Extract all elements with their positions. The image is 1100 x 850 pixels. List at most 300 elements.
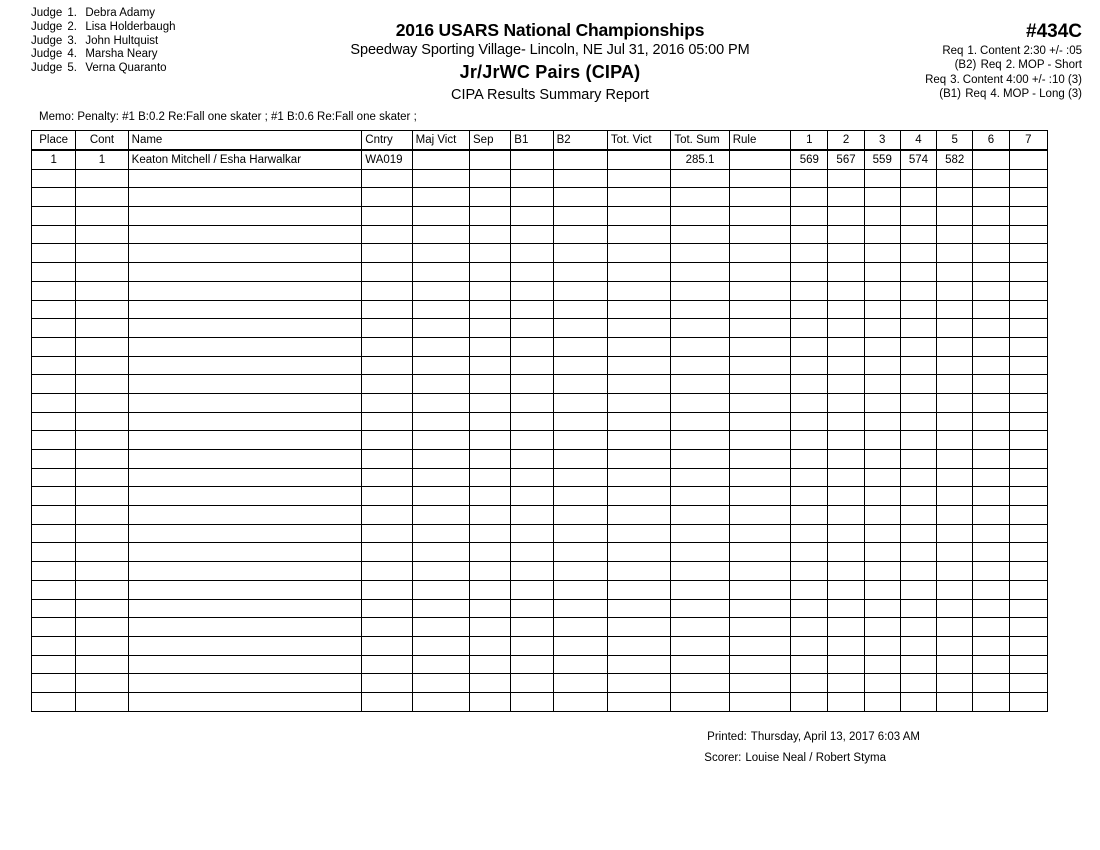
table-row-empty[interactable] bbox=[32, 468, 1048, 487]
cell-rule bbox=[729, 655, 790, 674]
table-row-empty[interactable] bbox=[32, 599, 1048, 618]
cell-j6 bbox=[973, 356, 1009, 375]
cell-b2 bbox=[553, 244, 607, 263]
cell-name bbox=[128, 188, 362, 207]
cell-b2 bbox=[553, 450, 607, 469]
cell-cntry bbox=[362, 169, 412, 188]
cell-j7 bbox=[1009, 281, 1047, 300]
cell-name bbox=[128, 244, 362, 263]
cell-j1 bbox=[791, 393, 828, 412]
cell-maj_vict bbox=[412, 636, 469, 655]
cell-j6 bbox=[973, 319, 1009, 338]
cell-tot_vict bbox=[607, 580, 670, 599]
cell-cntry bbox=[362, 524, 412, 543]
column-header-tot_sum: Tot. Sum bbox=[671, 131, 729, 151]
cell-b1 bbox=[511, 543, 553, 562]
cell-b2 bbox=[553, 655, 607, 674]
cell-j2 bbox=[828, 674, 864, 693]
cell-cntry bbox=[362, 468, 412, 487]
cell-maj_vict bbox=[412, 412, 469, 431]
cell-b1 bbox=[511, 169, 553, 188]
cell-place bbox=[32, 337, 76, 356]
table-row-empty[interactable] bbox=[32, 225, 1048, 244]
cell-sep bbox=[470, 618, 511, 637]
cell-j5 bbox=[937, 244, 973, 263]
cell-j3 bbox=[864, 263, 900, 282]
cell-cntry bbox=[362, 263, 412, 282]
cell-place bbox=[32, 692, 76, 711]
cell-tot_vict bbox=[607, 207, 670, 226]
printed-value: Thursday, April 13, 2017 6:03 AM bbox=[750, 731, 920, 743]
cell-j6 bbox=[973, 692, 1009, 711]
table-row-empty[interactable] bbox=[32, 169, 1048, 188]
cell-sep bbox=[470, 207, 511, 226]
cell-j1 bbox=[791, 356, 828, 375]
cell-cont bbox=[76, 244, 128, 263]
cell-rule bbox=[729, 674, 790, 693]
cell-j3 bbox=[864, 543, 900, 562]
cell-cntry bbox=[362, 412, 412, 431]
cell-b1 bbox=[511, 150, 553, 169]
cell-cont bbox=[76, 412, 128, 431]
cell-j7 bbox=[1009, 618, 1047, 637]
cell-j7 bbox=[1009, 375, 1047, 394]
cell-j4 bbox=[900, 412, 936, 431]
cell-j1 bbox=[791, 636, 828, 655]
table-row-empty[interactable] bbox=[32, 450, 1048, 469]
cell-maj_vict bbox=[412, 337, 469, 356]
cell-maj_vict bbox=[412, 300, 469, 319]
cell-j4 bbox=[900, 263, 936, 282]
cell-j4 bbox=[900, 281, 936, 300]
requirement-label: Req bbox=[965, 88, 987, 101]
cell-j5 bbox=[937, 674, 973, 693]
cell-maj_vict bbox=[412, 543, 469, 562]
cell-j2 bbox=[828, 618, 864, 637]
cell-j7 bbox=[1009, 692, 1047, 711]
requirement-number: 2. bbox=[1005, 59, 1016, 72]
cell-b1 bbox=[511, 281, 553, 300]
cell-rule bbox=[729, 281, 790, 300]
cell-j2 bbox=[828, 636, 864, 655]
cell-sep bbox=[470, 263, 511, 282]
cell-b1 bbox=[511, 244, 553, 263]
cell-sep bbox=[470, 412, 511, 431]
memo-line: Memo: Penalty: #1 B:0.2 Re:Fall one skater ; #1 B:0.6 Re:Fall one skater ; bbox=[39, 111, 417, 123]
table-row-empty[interactable] bbox=[32, 580, 1048, 599]
cell-j1 bbox=[791, 188, 828, 207]
cell-maj_vict bbox=[412, 674, 469, 693]
cell-j4 bbox=[900, 487, 936, 506]
cell-j4 bbox=[900, 599, 936, 618]
table-row-empty[interactable] bbox=[32, 412, 1048, 431]
cell-j4 bbox=[900, 506, 936, 525]
cell-j4 bbox=[900, 337, 936, 356]
judge-name: John Hultquist bbox=[85, 34, 159, 47]
cell-tot_vict bbox=[607, 412, 670, 431]
cell-tot_vict bbox=[607, 319, 670, 338]
cell-j6 bbox=[973, 150, 1009, 169]
cell-j2 bbox=[828, 599, 864, 618]
cell-rule bbox=[729, 562, 790, 581]
cell-name bbox=[128, 636, 362, 655]
cell-j7 bbox=[1009, 225, 1047, 244]
requirement-text: MOP - Long (3) bbox=[1002, 88, 1082, 101]
cell-b1 bbox=[511, 580, 553, 599]
cell-j3 bbox=[864, 599, 900, 618]
cell-j6 bbox=[973, 207, 1009, 226]
cell-j2 bbox=[828, 188, 864, 207]
table-row-empty[interactable] bbox=[32, 244, 1048, 263]
cell-name bbox=[128, 580, 362, 599]
cell-j7 bbox=[1009, 468, 1047, 487]
table-row-empty[interactable] bbox=[32, 487, 1048, 506]
cell-maj_vict bbox=[412, 207, 469, 226]
cell-place bbox=[32, 412, 76, 431]
cell-j1 bbox=[791, 375, 828, 394]
table-row-empty[interactable] bbox=[32, 524, 1048, 543]
cell-sep bbox=[470, 281, 511, 300]
column-header-sep: Sep bbox=[470, 131, 511, 151]
cell-sep bbox=[470, 300, 511, 319]
cell-j4 bbox=[900, 319, 936, 338]
cell-b1 bbox=[511, 562, 553, 581]
table-row-empty[interactable] bbox=[32, 562, 1048, 581]
cell-j5 bbox=[937, 431, 973, 450]
cell-j1 bbox=[791, 506, 828, 525]
cell-j6 bbox=[973, 225, 1009, 244]
cell-tot_vict bbox=[607, 450, 670, 469]
cell-name bbox=[128, 207, 362, 226]
cell-place bbox=[32, 524, 76, 543]
cell-place bbox=[32, 618, 76, 637]
table-row-empty[interactable] bbox=[32, 337, 1048, 356]
printed-line bbox=[0, 727, 1043, 748]
cell-tot_sum bbox=[671, 487, 729, 506]
cell-sep bbox=[470, 337, 511, 356]
cell-j1 bbox=[791, 300, 828, 319]
cell-j3 bbox=[864, 692, 900, 711]
cell-cont bbox=[76, 655, 128, 674]
cell-j7 bbox=[1009, 674, 1047, 693]
judge-number: 2. bbox=[67, 20, 77, 33]
cell-j2 bbox=[828, 487, 864, 506]
cell-tot_vict bbox=[607, 263, 670, 282]
cell-tot_vict bbox=[607, 468, 670, 487]
table-row-empty[interactable] bbox=[32, 207, 1048, 226]
cell-sep bbox=[470, 150, 511, 169]
cell-j3 bbox=[864, 393, 900, 412]
cell-tot_sum bbox=[671, 524, 729, 543]
cell-maj_vict bbox=[412, 431, 469, 450]
judge-row bbox=[31, 7, 176, 21]
requirement-label: Req bbox=[925, 73, 947, 86]
cell-j4 bbox=[900, 580, 936, 599]
cell-tot_sum: 285.1 bbox=[671, 150, 729, 169]
cell-rule bbox=[729, 207, 790, 226]
column-header-j3: 3 bbox=[864, 131, 900, 151]
cell-j7 bbox=[1009, 300, 1047, 319]
cell-j1 bbox=[791, 599, 828, 618]
cell-cntry bbox=[362, 562, 412, 581]
cell-j7 bbox=[1009, 337, 1047, 356]
requirements-panel bbox=[899, 21, 1082, 102]
cell-j7 bbox=[1009, 356, 1047, 375]
cell-maj_vict bbox=[412, 225, 469, 244]
requirements-list bbox=[899, 44, 1082, 102]
cell-rule bbox=[729, 169, 790, 188]
cell-j1 bbox=[791, 618, 828, 637]
cell-cont bbox=[76, 543, 128, 562]
cell-tot_sum bbox=[671, 337, 729, 356]
cell-j3 bbox=[864, 337, 900, 356]
cell-cntry bbox=[362, 375, 412, 394]
cell-tot_sum bbox=[671, 319, 729, 338]
cell-j4: 574 bbox=[900, 150, 936, 169]
cell-cont bbox=[76, 375, 128, 394]
cell-b2 bbox=[553, 580, 607, 599]
cell-sep bbox=[470, 580, 511, 599]
judge-label: Judge bbox=[31, 62, 63, 75]
table-row-empty[interactable] bbox=[32, 375, 1048, 394]
cell-name bbox=[128, 319, 362, 338]
cell-tot_vict bbox=[607, 169, 670, 188]
cell-sep bbox=[470, 468, 511, 487]
cell-tot_sum bbox=[671, 580, 729, 599]
cell-j3 bbox=[864, 207, 900, 226]
cell-rule bbox=[729, 337, 790, 356]
cell-j2 bbox=[828, 524, 864, 543]
cell-j7 bbox=[1009, 580, 1047, 599]
cell-tot_sum bbox=[671, 244, 729, 263]
cell-cont bbox=[76, 263, 128, 282]
cell-name bbox=[128, 543, 362, 562]
cell-maj_vict bbox=[412, 618, 469, 637]
cell-rule bbox=[729, 150, 790, 169]
cell-place bbox=[32, 244, 76, 263]
cell-maj_vict bbox=[412, 655, 469, 674]
cell-tot_vict bbox=[607, 618, 670, 637]
cell-j5 bbox=[937, 599, 973, 618]
table-row-empty[interactable] bbox=[32, 543, 1048, 562]
cell-b1 bbox=[511, 674, 553, 693]
cell-b2 bbox=[553, 431, 607, 450]
cell-maj_vict bbox=[412, 150, 469, 169]
cell-cntry bbox=[362, 207, 412, 226]
cell-cont bbox=[76, 393, 128, 412]
cell-b1 bbox=[511, 450, 553, 469]
cell-j4 bbox=[900, 524, 936, 543]
cell-name bbox=[128, 487, 362, 506]
cell-j1 bbox=[791, 562, 828, 581]
cell-place bbox=[32, 393, 76, 412]
cell-sep bbox=[470, 506, 511, 525]
cell-j1 bbox=[791, 450, 828, 469]
cell-cont bbox=[76, 450, 128, 469]
cell-j1: 569 bbox=[791, 150, 828, 169]
cell-j2 bbox=[828, 412, 864, 431]
cell-b2 bbox=[553, 674, 607, 693]
cell-name bbox=[128, 692, 362, 711]
table-row-empty[interactable] bbox=[32, 636, 1048, 655]
table-row-empty[interactable] bbox=[32, 618, 1048, 637]
cell-j3 bbox=[864, 319, 900, 338]
cell-sep bbox=[470, 356, 511, 375]
table-row-empty[interactable] bbox=[32, 300, 1048, 319]
table-row-empty[interactable] bbox=[32, 655, 1048, 674]
table-row-empty[interactable] bbox=[32, 188, 1048, 207]
cell-place bbox=[32, 225, 76, 244]
cell-cntry bbox=[362, 244, 412, 263]
cell-j7 bbox=[1009, 150, 1047, 169]
cell-j7 bbox=[1009, 599, 1047, 618]
table-row-empty[interactable] bbox=[32, 506, 1048, 525]
cell-j1 bbox=[791, 468, 828, 487]
cell-j2 bbox=[828, 244, 864, 263]
cell-tot_sum bbox=[671, 636, 729, 655]
cell-sep bbox=[470, 393, 511, 412]
requirement-row bbox=[899, 87, 1082, 101]
table-row-empty[interactable] bbox=[32, 674, 1048, 693]
cell-j4 bbox=[900, 207, 936, 226]
cell-rule bbox=[729, 431, 790, 450]
cell-tot_vict bbox=[607, 674, 670, 693]
table-row-empty[interactable] bbox=[32, 431, 1048, 450]
requirement-number: 4. bbox=[990, 88, 1000, 101]
cell-maj_vict bbox=[412, 468, 469, 487]
cell-b1 bbox=[511, 188, 553, 207]
cell-maj_vict bbox=[412, 450, 469, 469]
cell-j5: 582 bbox=[937, 150, 973, 169]
cell-place bbox=[32, 319, 76, 338]
table-row-empty[interactable] bbox=[32, 319, 1048, 338]
cell-cont: 1 bbox=[76, 150, 128, 169]
cell-j5 bbox=[937, 281, 973, 300]
cell-cntry bbox=[362, 618, 412, 637]
cell-j1 bbox=[791, 225, 828, 244]
cell-j5 bbox=[937, 562, 973, 581]
cell-b1 bbox=[511, 636, 553, 655]
cell-b2 bbox=[553, 281, 607, 300]
cell-j3 bbox=[864, 188, 900, 207]
cell-tot_sum bbox=[671, 468, 729, 487]
cell-tot_vict bbox=[607, 562, 670, 581]
cell-j4 bbox=[900, 431, 936, 450]
cell-cont bbox=[76, 468, 128, 487]
table-row-empty[interactable] bbox=[32, 263, 1048, 282]
cell-b2 bbox=[553, 319, 607, 338]
cell-b2 bbox=[553, 188, 607, 207]
table-row-empty[interactable] bbox=[32, 281, 1048, 300]
cell-j6 bbox=[973, 599, 1009, 618]
cell-cntry bbox=[362, 281, 412, 300]
table-row[interactable] bbox=[32, 150, 1048, 169]
cell-cntry bbox=[362, 450, 412, 469]
cell-tot_vict bbox=[607, 487, 670, 506]
cell-tot_sum bbox=[671, 263, 729, 282]
printed-label: Printed: bbox=[707, 731, 747, 743]
scorer-line bbox=[0, 748, 1043, 769]
cell-b1 bbox=[511, 356, 553, 375]
cell-b2 bbox=[553, 150, 607, 169]
cell-j1 bbox=[791, 524, 828, 543]
cell-j1 bbox=[791, 169, 828, 188]
cell-b2 bbox=[553, 524, 607, 543]
cell-b1 bbox=[511, 319, 553, 338]
cell-j5 bbox=[937, 618, 973, 637]
cell-maj_vict bbox=[412, 319, 469, 338]
table-row-empty[interactable] bbox=[32, 692, 1048, 711]
cell-maj_vict bbox=[412, 169, 469, 188]
table-row-empty[interactable] bbox=[32, 393, 1048, 412]
cell-j2 bbox=[828, 207, 864, 226]
judge-number: 1. bbox=[67, 7, 77, 19]
cell-name bbox=[128, 412, 362, 431]
cell-name bbox=[128, 263, 362, 282]
cell-j1 bbox=[791, 263, 828, 282]
cell-rule bbox=[729, 636, 790, 655]
table-row-empty[interactable] bbox=[32, 356, 1048, 375]
cell-j4 bbox=[900, 636, 936, 655]
judge-number: 3. bbox=[67, 34, 77, 47]
requirement-bonus-code: (B1) bbox=[939, 88, 961, 101]
cell-rule bbox=[729, 692, 790, 711]
cell-maj_vict bbox=[412, 244, 469, 263]
cell-place bbox=[32, 655, 76, 674]
cell-place bbox=[32, 188, 76, 207]
cell-tot_sum bbox=[671, 169, 729, 188]
cell-b1 bbox=[511, 487, 553, 506]
cell-j7 bbox=[1009, 207, 1047, 226]
cell-j6 bbox=[973, 281, 1009, 300]
cell-tot_vict bbox=[607, 524, 670, 543]
cell-b1 bbox=[511, 375, 553, 394]
column-header-b2: B2 bbox=[553, 131, 607, 151]
cell-tot_sum bbox=[671, 207, 729, 226]
cell-place bbox=[32, 674, 76, 693]
cell-rule bbox=[729, 412, 790, 431]
results-table-header-row bbox=[32, 131, 1048, 151]
scorer-value: Louise Neal / Robert Styma bbox=[745, 752, 886, 764]
judge-name: Verna Quaranto bbox=[85, 62, 167, 75]
cell-tot_vict bbox=[607, 244, 670, 263]
cell-tot_sum bbox=[671, 599, 729, 618]
cell-cntry bbox=[362, 431, 412, 450]
cell-cont bbox=[76, 356, 128, 375]
cell-rule bbox=[729, 319, 790, 338]
cell-j5 bbox=[937, 188, 973, 207]
cell-j4 bbox=[900, 169, 936, 188]
cell-name bbox=[128, 562, 362, 581]
cell-j5 bbox=[937, 207, 973, 226]
cell-j3 bbox=[864, 468, 900, 487]
cell-cntry bbox=[362, 543, 412, 562]
cell-j7 bbox=[1009, 412, 1047, 431]
cell-tot_vict bbox=[607, 337, 670, 356]
cell-b1 bbox=[511, 412, 553, 431]
cell-b1 bbox=[511, 618, 553, 637]
cell-cont bbox=[76, 319, 128, 338]
cell-tot_vict bbox=[607, 356, 670, 375]
cell-name bbox=[128, 337, 362, 356]
cell-cont bbox=[76, 337, 128, 356]
judge-name: Debra Adamy bbox=[85, 7, 156, 19]
cell-b2 bbox=[553, 169, 607, 188]
cell-j4 bbox=[900, 375, 936, 394]
column-header-b1: B1 bbox=[511, 131, 553, 151]
cell-j4 bbox=[900, 356, 936, 375]
cell-tot_sum bbox=[671, 375, 729, 394]
